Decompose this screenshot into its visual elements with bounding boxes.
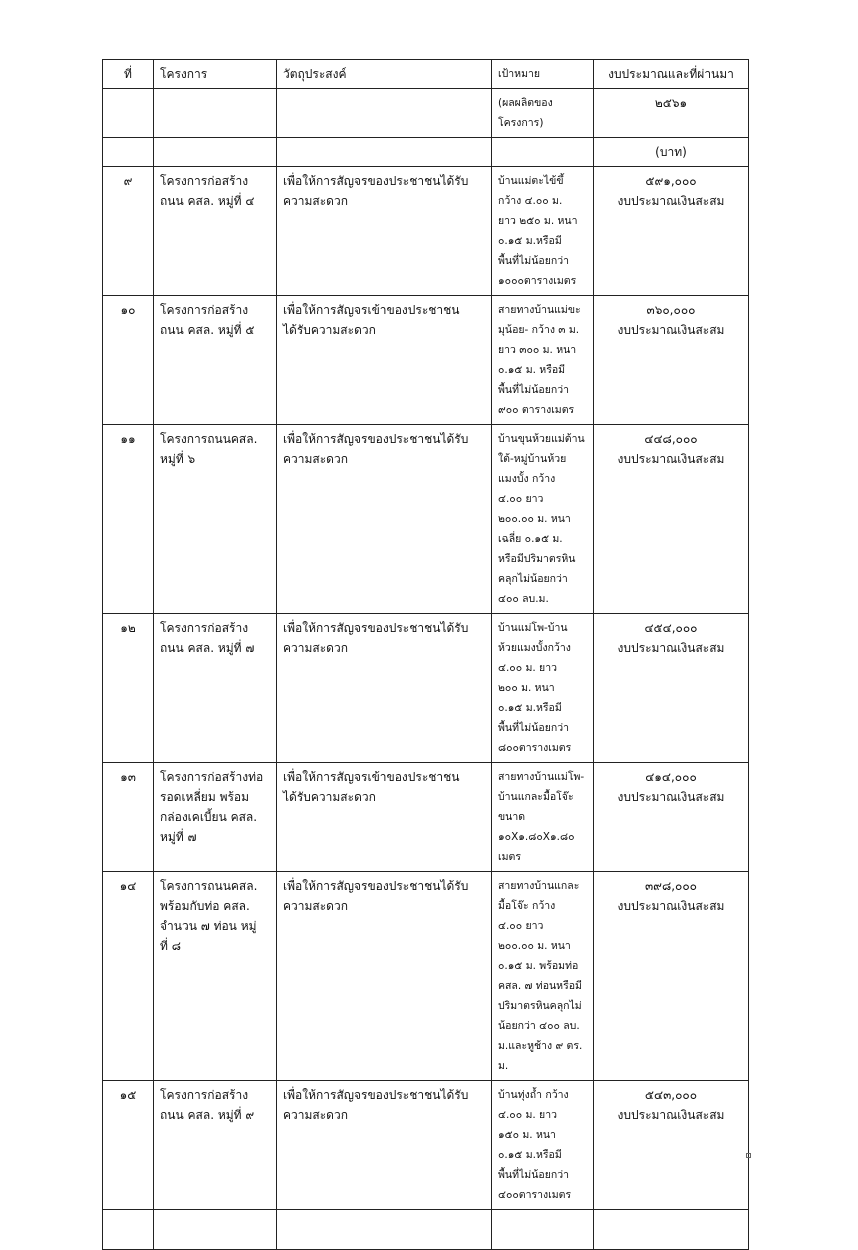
objective-line: ความสะดวก — [283, 1108, 348, 1122]
target-line: กว้าง ๔.๐๐ ม. — [498, 195, 563, 207]
project-line: โครงการถนนคสล. — [160, 432, 258, 446]
target-line: พื้นที่ไม่น้อยกว่า — [498, 1169, 570, 1181]
target-line: ๐.๑๕ ม.หรือมี — [498, 235, 562, 247]
objective-line: เพื่อให้การสัญจรของประชาชนได้รับ — [283, 432, 469, 446]
target-line: ๘๐๐ตารางเมตร — [498, 742, 572, 754]
target-line: สายทางบ้านแกละ — [498, 880, 580, 892]
header-project: โครงการ — [154, 60, 277, 89]
header-target-sub — [492, 89, 594, 138]
objective-cell — [277, 763, 492, 872]
budget-source: งบประมาณเงินสะสม — [617, 641, 725, 655]
project-line: จำนวน ๗ ท่อน หมู่ — [160, 919, 257, 933]
budget-amount: ๔๕๔,๐๐๐ — [644, 621, 698, 635]
target-line: น้อยกว่า ๔๐๐ ลบ. — [498, 1020, 580, 1032]
project-line: รอดเหลี่ยม พร้อม — [160, 790, 250, 804]
budget-cell — [594, 614, 749, 763]
target-line: บ้านขุนห้วยแม่ต้าน — [498, 433, 585, 445]
budget-amount: ๔๔๘,๐๐๐ — [644, 432, 698, 446]
project-cell — [154, 614, 277, 763]
objective-line: เพื่อให้การสัญจรของประชาชนได้รับ — [283, 1088, 469, 1102]
target-line: มุน้อย- กว้าง ๓ ม. — [498, 324, 580, 336]
target-line: ๔.๐๐ ยาว — [498, 920, 544, 932]
target-line: สายทางบ้านแม่ขะ — [498, 304, 581, 316]
project-cell — [154, 425, 277, 614]
target-cell — [492, 296, 594, 425]
empty-cell — [154, 1210, 277, 1250]
target-line: ยาว ๒๕๐ ม. หนา — [498, 215, 578, 227]
empty-cell — [154, 89, 277, 138]
objective-line: ความสะดวก — [283, 641, 348, 655]
project-cell — [154, 1081, 277, 1210]
budget-cell — [594, 425, 749, 614]
target-line: ๐.๑๕ ม. หรือมี — [498, 364, 566, 376]
objective-cell — [277, 167, 492, 296]
target-line: ๑๕๐ ม. หนา — [498, 1129, 556, 1141]
empty-row — [103, 1210, 749, 1250]
header-budget: งบประมาณและที่ผ่านมา — [594, 60, 749, 89]
objective-line: ได้รับความสะดวก — [283, 790, 376, 804]
target-line: ๒๐๐.๐๐ ม. หนา — [498, 940, 571, 952]
target-cell — [492, 872, 594, 1081]
budget-source: งบประมาณเงินสะสม — [617, 1108, 725, 1122]
project-line: ถนน คสล. หมู่ที่ ๕ — [160, 323, 255, 337]
objective-line: ได้รับความสะดวก — [283, 323, 376, 337]
table-row — [103, 167, 749, 296]
target-cell — [492, 1081, 594, 1210]
target-line: ๔.๐๐ ม. ยาว — [498, 662, 557, 674]
header-target: เป้าหมาย — [492, 60, 594, 89]
budget-amount: ๓๖๐,๐๐๐ — [646, 303, 696, 317]
table-row — [103, 763, 749, 872]
budget-cell — [594, 872, 749, 1081]
project-line: ถนน คสล. หมู่ที่ ๙ — [160, 1108, 255, 1122]
target-line: คสล. ๗ ท่อนหรือมี — [498, 980, 582, 992]
target-line: ยาว ๓๐๐ ม. หนา — [498, 344, 577, 356]
row-number: ๙ — [103, 167, 154, 296]
budget-amount: ๕๔๓,๐๐๐ — [644, 1088, 698, 1102]
header-target-sub-line: (ผลผลิตของ — [498, 97, 553, 109]
target-cell — [492, 763, 594, 872]
objective-line: เพื่อให้การสัญจรของประชาชนได้รับ — [283, 621, 469, 635]
target-line: เฉลี่ย ๐.๑๕ ม. — [498, 533, 563, 545]
budget-cell — [594, 167, 749, 296]
objective-cell — [277, 614, 492, 763]
target-line: ๙๐๐ ตารางเมตร — [498, 404, 575, 416]
target-line: พื้นที่ไม่น้อยกว่า — [498, 384, 570, 396]
project-line: โครงการก่อสร้าง — [160, 174, 249, 188]
header-objective: วัตถุประสงค์ — [277, 60, 492, 89]
project-cell — [154, 763, 277, 872]
target-line: ๒๐๐ ม. หนา — [498, 682, 555, 694]
target-line: ๔.๐๐ ยาว — [498, 493, 544, 505]
objective-line: เพื่อให้การสัญจรเข้าของประชาชน — [283, 303, 460, 317]
header-no: ที่ — [103, 60, 154, 89]
header-unit: (บาท) — [594, 138, 749, 167]
empty-cell — [103, 89, 154, 138]
objective-cell — [277, 872, 492, 1081]
target-line: มื้อโจ๊ะ กว้าง — [498, 900, 556, 912]
target-line: พื้นที่ไม่น้อยกว่า — [498, 255, 570, 267]
empty-cell — [492, 1210, 594, 1250]
objective-line: ความสะดวก — [283, 899, 348, 913]
target-line: ห้วยแมงบั้งกว้าง — [498, 642, 571, 654]
budget-cell — [594, 763, 749, 872]
project-line: ที่ ๘ — [160, 939, 181, 953]
empty-cell — [594, 1210, 749, 1250]
row-number: ๑๓ — [103, 763, 154, 872]
target-line: ม.และหูช้าง ๙ ตร. — [498, 1040, 583, 1052]
row-number: ๑๐ — [103, 296, 154, 425]
target-line: ๔.๐๐ ม. ยาว — [498, 1109, 557, 1121]
target-line: บ้านแม่ตะไข้ขึ้ — [498, 175, 564, 187]
header-row-3 — [103, 138, 749, 167]
objective-line: เพื่อให้การสัญจรของประชาชนได้รับ — [283, 879, 469, 893]
budget-source: งบประมาณเงินสะสม — [617, 323, 725, 337]
empty-cell — [277, 89, 492, 138]
project-line: โครงการถนนคสล. — [160, 879, 258, 893]
target-line: ๑๐X๑.๘๐X๑.๘๐ — [498, 831, 575, 843]
table-row — [103, 296, 749, 425]
project-line: โครงการก่อสร้างท่อ — [160, 770, 264, 784]
project-line: ถนน คสล. หมู่ที่ ๔ — [160, 194, 255, 208]
empty-cell — [154, 138, 277, 167]
row-number: ๑๔ — [103, 872, 154, 1081]
budget-cell — [594, 1081, 749, 1210]
target-cell — [492, 425, 594, 614]
header-target-sub-line: โครงการ) — [498, 117, 544, 129]
row-number: ๑๑ — [103, 425, 154, 614]
project-cell — [154, 296, 277, 425]
objective-line: เพื่อให้การสัญจรของประชาชนได้รับ — [283, 174, 469, 188]
project-line: โครงการก่อสร้าง — [160, 621, 249, 635]
objective-line: ความสะดวก — [283, 194, 348, 208]
header-year: ๒๕๖๑ — [594, 89, 749, 138]
project-line: กล่องเคเบี้ยน คสล. — [160, 810, 258, 824]
project-line: ถนน คสล. หมู่ที่ ๗ — [160, 641, 255, 655]
table-row — [103, 1081, 749, 1210]
table-row — [103, 425, 749, 614]
target-line: ๑๐๐๐ตารางเมตร — [498, 275, 577, 287]
objective-cell — [277, 425, 492, 614]
target-line: บ้านแกละมื้อโจ๊ะ — [498, 791, 574, 803]
target-line: ปริมาตรหินคลุกไม่ — [498, 1000, 582, 1012]
paragraph-end-mark — [746, 1153, 751, 1158]
target-line: เมตร — [498, 851, 521, 863]
objective-cell — [277, 1081, 492, 1210]
empty-cell — [103, 1210, 154, 1250]
target-cell — [492, 614, 594, 763]
header-row-2 — [103, 89, 749, 138]
target-line: บ้านทุ่งถ้ำ กว้าง — [498, 1089, 569, 1101]
table-row — [103, 614, 749, 763]
target-line: สายทางบ้านแม่โพ- — [498, 771, 585, 783]
project-line: โครงการก่อสร้าง — [160, 1088, 249, 1102]
target-line: ๔๐๐ ลบ.ม. — [498, 593, 549, 605]
target-line: ม. — [498, 1060, 509, 1072]
objective-line: เพื่อให้การสัญจรเข้าของประชาชน — [283, 770, 460, 784]
budget-amount: ๓๙๘,๐๐๐ — [644, 879, 698, 893]
empty-cell — [103, 138, 154, 167]
target-line: หรือมีปริมาตรหิน — [498, 553, 576, 565]
target-line: บ้านแม่โพ-บ้าน — [498, 622, 568, 634]
budget-source: งบประมาณเงินสะสม — [617, 790, 725, 804]
target-line: ใต้-หมู่บ้านห้วย — [498, 453, 567, 465]
row-number: ๑๒ — [103, 614, 154, 763]
budget-amount: ๕๙๑,๐๐๐ — [645, 174, 697, 188]
project-line: พร้อมกับท่อ คสล. — [160, 899, 250, 913]
target-line: ๐.๑๕ ม.หรือมี — [498, 1149, 562, 1161]
project-cell — [154, 167, 277, 296]
budget-source: งบประมาณเงินสะสม — [617, 194, 725, 208]
budget-source: งบประมาณเงินสะสม — [617, 899, 725, 913]
budget-table — [102, 59, 749, 1250]
target-cell — [492, 167, 594, 296]
target-line: แมงบั้ง กว้าง — [498, 473, 556, 485]
target-line: คลุกไม่น้อยกว่า — [498, 573, 568, 585]
target-line: ๔๐๐ตารางเมตร — [498, 1189, 572, 1201]
header-row — [103, 60, 749, 89]
project-line: หมู่ที่ ๖ — [160, 452, 196, 466]
objective-cell — [277, 296, 492, 425]
empty-cell — [277, 138, 492, 167]
empty-cell — [277, 1210, 492, 1250]
target-line: พื้นที่ไม่น้อยกว่า — [498, 722, 570, 734]
empty-cell — [492, 138, 594, 167]
project-line: หมู่ที่ ๗ — [160, 830, 197, 844]
row-number: ๑๕ — [103, 1081, 154, 1210]
objective-line: ความสะดวก — [283, 452, 348, 466]
target-line: ๐.๑๕ ม.หรือมี — [498, 702, 562, 714]
project-cell — [154, 872, 277, 1081]
table-row — [103, 872, 749, 1081]
budget-amount: ๔๑๔,๐๐๐ — [645, 770, 697, 784]
target-line: ๒๐๐.๐๐ ม. หนา — [498, 513, 571, 525]
budget-source: งบประมาณเงินสะสม — [617, 452, 725, 466]
target-line: ๐.๑๕ ม. พร้อมท่อ — [498, 960, 579, 972]
target-line: ขนาด — [498, 811, 526, 823]
project-line: โครงการก่อสร้าง — [160, 303, 249, 317]
budget-cell — [594, 296, 749, 425]
